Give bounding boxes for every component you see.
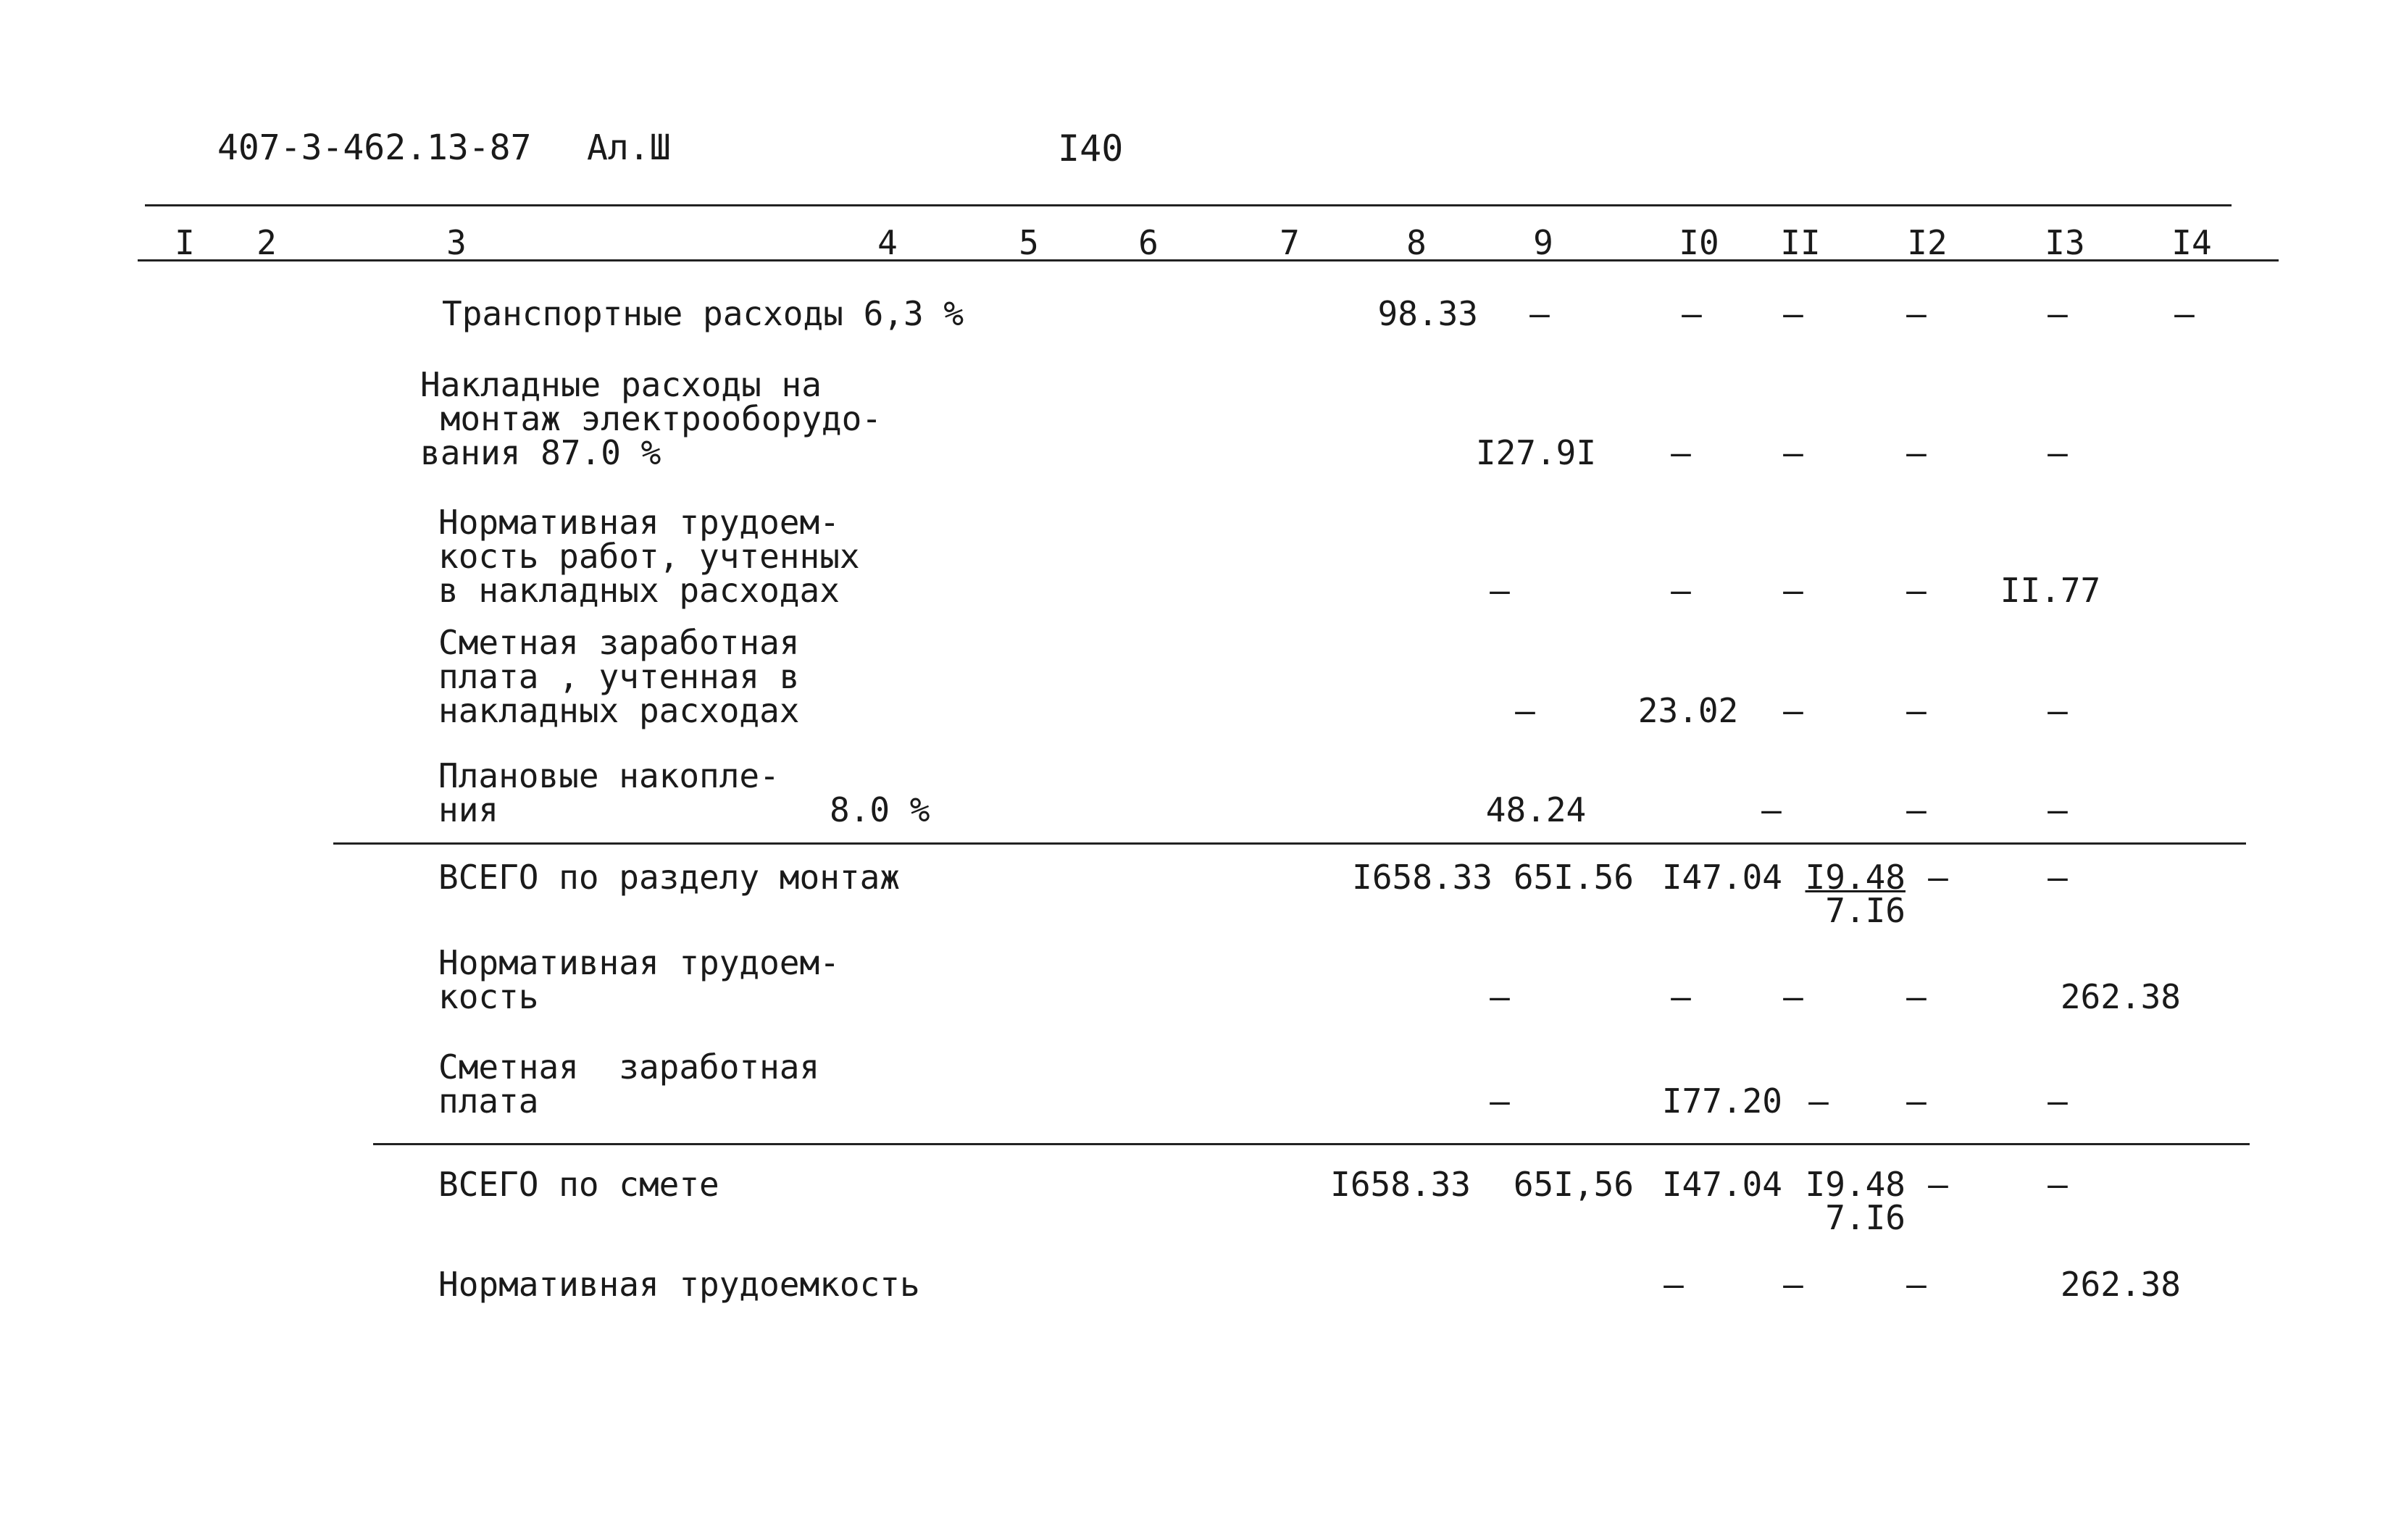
column-number-10: I0	[1679, 223, 1719, 262]
cell-col10: –	[1671, 571, 1691, 610]
cell-col11: –	[1761, 790, 1782, 829]
cell-col12: –	[1906, 977, 1927, 1016]
cell-col9: I27.9I	[1475, 433, 1597, 472]
cell-col10: –	[1664, 1265, 1684, 1304]
cell-col12: –	[1906, 571, 1927, 610]
fraction-denominator: 7.I6	[1825, 1198, 1905, 1237]
column-number-13: I3	[2045, 223, 2085, 262]
cell-col10: –	[1682, 294, 1702, 333]
cell-col12: –	[1906, 1081, 1927, 1121]
cell-col13: –	[2048, 433, 2068, 472]
row-description: Нормативная трудоем- кость	[438, 943, 840, 1016]
column-number-11: II	[1780, 223, 1821, 262]
cell-col9: –	[1515, 691, 1535, 730]
cell-col13: –	[2048, 1165, 2068, 1204]
cell-col10: I47.04	[1661, 1165, 1782, 1204]
cell-col11: –	[1783, 433, 1803, 472]
column-number-7: 7	[1280, 223, 1300, 262]
column-number-1: I	[175, 223, 195, 262]
column-number-12: I2	[1907, 223, 1948, 262]
column-number-4: 4	[877, 223, 898, 262]
cell-col13: II.77	[2000, 571, 2101, 610]
row-description: Накладные расходы на монтаж электрооборудо- вания 87.0 %	[420, 365, 882, 472]
row-description: Нормативная трудоемкость	[438, 1265, 920, 1304]
fraction-numerator: I9.48	[1805, 1165, 1905, 1204]
section-rule	[333, 842, 2246, 845]
fraction-numerator: I9.48	[1805, 858, 1905, 897]
row-description: Плановые накопле- ния	[438, 756, 780, 829]
cell-col9: 65I,56	[1513, 1165, 1634, 1204]
column-number-6: 6	[1138, 223, 1159, 262]
cell-col9: 48.24	[1485, 790, 1587, 829]
cell-col13: –	[2048, 1081, 2068, 1121]
row-description: Сметная заработная плата	[438, 1047, 820, 1121]
cell-col12: –	[1906, 691, 1927, 730]
cell-col9: –	[1490, 571, 1510, 610]
cell-col9: –	[1490, 1081, 1510, 1121]
cell-col13: –	[2048, 790, 2068, 829]
cell-col9: 65I.56	[1513, 858, 1634, 897]
cell-col11: –	[1783, 977, 1803, 1016]
cell-col9: –	[1529, 294, 1550, 333]
column-number-5: 5	[1019, 223, 1039, 262]
column-number-9: 9	[1533, 223, 1553, 262]
cell-col8: I658.33	[1330, 1165, 1471, 1204]
cell-col12: –	[1906, 294, 1927, 333]
cell-col10: –	[1671, 977, 1691, 1016]
cell-col12: –	[1906, 1265, 1927, 1304]
row-description: Транспортные расходы 6,3 %	[442, 294, 964, 333]
cell-col11: –	[1783, 294, 1803, 333]
cell-col14: –	[2174, 294, 2195, 333]
cell-col4-percent: 8.0 %	[830, 790, 930, 829]
column-number-14: I4	[2171, 223, 2212, 262]
fraction-denominator: 7.I6	[1825, 891, 1905, 930]
cell-col13: 262.38	[2060, 1265, 2181, 1304]
page-number: I40	[1058, 127, 1124, 170]
column-number-2: 2	[256, 223, 277, 262]
cell-col8: I658.33	[1352, 858, 1493, 897]
cell-col13: 262.38	[2060, 977, 2181, 1016]
cell-col12: –	[1906, 790, 1927, 829]
row-description: Сметная заработная плата , учтенная в накладных расходах	[438, 623, 800, 730]
row-description: ВСЕГО по разделу монтаж	[438, 858, 900, 897]
section-rule	[373, 1143, 2250, 1145]
row-description: Нормативная трудоем- кость работ, учтенных в накладных расходах	[438, 503, 860, 610]
table-top-rule	[145, 204, 2232, 206]
cell-col13: –	[2048, 294, 2068, 333]
cell-col12: –	[1906, 433, 1927, 472]
cell-col10: –	[1671, 433, 1691, 472]
document-code: 407-3-462.13-87	[217, 127, 532, 168]
cell-col10: I77.20	[1661, 1081, 1782, 1121]
cell-col11: –	[1783, 571, 1803, 610]
cell-col12: –	[1928, 858, 1948, 897]
sheet-label: Ал.Ш	[587, 127, 671, 168]
cell-col12: –	[1928, 1165, 1948, 1204]
cell-col8: 98.33	[1377, 294, 1478, 333]
column-number-8: 8	[1406, 223, 1427, 262]
cell-col13: –	[2048, 691, 2068, 730]
row-description: ВСЕГО по смете	[438, 1165, 719, 1204]
cell-col10: 23.02	[1637, 691, 1739, 730]
cell-col11: –	[1783, 691, 1803, 730]
column-number-3: 3	[446, 223, 467, 262]
cell-col13: –	[2048, 858, 2068, 897]
cell-col11: –	[1808, 1081, 1829, 1121]
cell-col11: –	[1783, 1265, 1803, 1304]
cell-col10: I47.04	[1661, 858, 1782, 897]
cell-col9: –	[1490, 977, 1510, 1016]
